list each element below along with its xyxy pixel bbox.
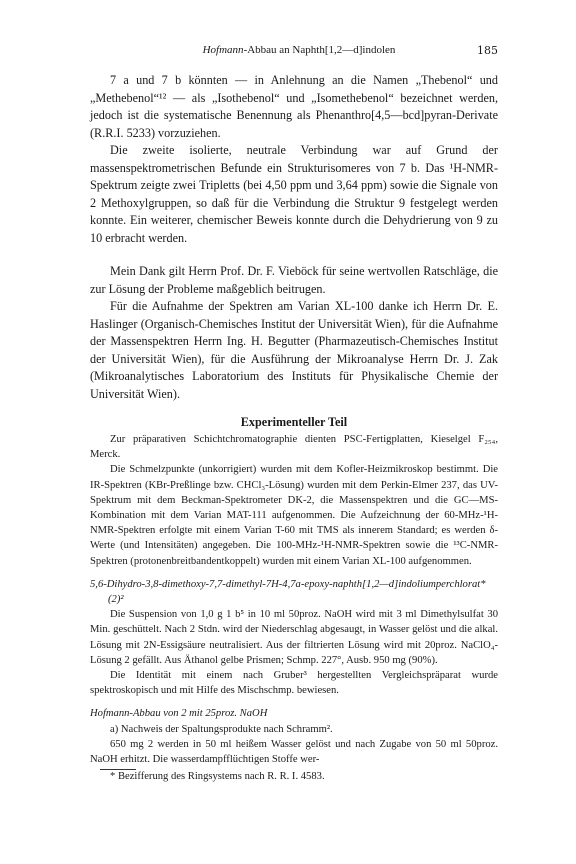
procedure-paragraph: 650 mg 2 werden in 50 ml heißem Wasser gelöst und nach Zugabe von 50 ml 50proz. NaOH erhitzt. Die wasserdampfflüchtigen Stoffe wer- (90, 738, 498, 766)
procedure-paragraph: Die Identität mit einem nach Gruber³ hergestellten Vergleichspräparat wurde spektroskopisch und mit Hilfe des Mischschmp. bewiesen. (90, 670, 498, 697)
paragraph: 7 a und 7 b könnten — in Anlehnung an die Namen „Thebenol“ und „Methebenol“¹² — als „Isothebenol“ und „Isomethebenol“ bezeichnet werden, jedoch ist die systematische Benennung als Phenanthro[4,5—bcd]pyran-Derivate (R.R.I. 5233) vorzuziehen. (90, 73, 498, 140)
compound-heading: 5,6-Dihydro-3,8-dimethoxy-7,7-dimethyl-7H-4,7a-epoxy-naphth[1,2—d]indoliumperchlorat* (2)² (90, 578, 486, 606)
experimental-paragraph: Die Schmelzpunkte (unkorrigiert) wurden mit dem Kofler-Heizmikroskop bestimmt. Die IR-Spektren (KBr-Preßlinge bzw. CHCl₃-Lösung) wurden mit dem Perkin-Elmer 237, das UV-Spektrum mit dem Beckman-Spektrometer DK-2, die Massenspektren und die GC—MS-Kombination mit dem Varian MAT-111 aufgenommen. Die Aufzeichnung der 60-MHz-¹H-NMR-Spektren erfolgte mit einem Varian T-60 mit TMS als innerem Standard; es werden δ-Werte (und Intensitäten) angegeben. Die 100-MHz-¹H-NMR-Spektren sowie die ¹³C-NMR-Spektren (protonenbreitbandentkoppelt) wurden mit einem Varian XL-100 aufgenommen. (90, 464, 498, 567)
running-title (100, 44, 498, 56)
running-title-italic: Hofmann (202, 44, 244, 56)
page-body (90, 72, 498, 784)
hofmann-heading: Hofmann-Abbau von 2 mit 25proz. NaOH (90, 708, 268, 720)
acknowledgement-paragraph: Für die Aufnahme der Spektren am Varian XL-100 danke ich Herrn Dr. E. Haslinger (Organisch-Chemisches Institut der Universität Wien), für die Aufnahme der Massenspektren Herrn Ing. H. Begutter (Pharmazeutisch-Chemisches Institut der Universität Wien), für die Ausführung der Mikroanalyse Herrn Dr. J. Zak (Mikroanalytisches Laboratorium des Instituts für Physikalische Chemie der Universität Wien). (90, 299, 498, 401)
page-number: 185 (477, 44, 498, 57)
footnote: * Bezifferung des Ringsystems nach R. R. I. 4583. (110, 771, 325, 783)
procedure-paragraph: a) Nachweis der Spaltungsprodukte nach Schramm². (110, 723, 333, 735)
paragraph: Die zweite isolierte, neutrale Verbindung war auf Grund der massenspektrometrischen Befunde ein Strukturisomeres von 7 b. Das ¹H-NMR-Spektrum zeigte zwei Tripletts (bei 4,50 ppm und 3,64 ppm) sowie die Signale von 2 Methoxylgruppen, so daß für die Verbindung die Struktur 9 festgelegt werden konnte. Ein weiterer, chemischer Beweis konnte durch die Dehydrierung von 9 zu 10 erbracht werden. (90, 143, 498, 245)
procedure-paragraph: Die Suspension von 1,0 g 1 b⁵ in 10 ml 50proz. NaOH wird mit 3 ml Dimethylsulfat 30 Min. geschüttelt. Nach 2 Stdn. wird der Niederschlag abgesaugt, in Wasser gelöst und die alkal. Lösung mit 2N-Essigsäure neutralisiert. Aus der filtrierten Lösung wird mit 20proz. NaClO₄-Lösung 2 gefällt. Aus Äthanol gelbe Prismen; Schmp. 227°, Ausb. 950 mg (90%). (90, 609, 498, 666)
experimental-paragraph: Zur präparativen Schichtchromatographie dienten PSC-Fertigplatten, Kieselgel F₂₅₄, Merck. (90, 434, 498, 461)
running-title-rest: -Abbau an Naphth[1,2—d]indolen (243, 44, 396, 56)
acknowledgement-paragraph: Mein Dank gilt Herrn Prof. Dr. F. Vieböck für seine wertvollen Ratschläge, die zur Lösung der Probleme maßgeblich beitrugen. (90, 264, 498, 296)
section-title: Experimenteller Teil (240, 415, 348, 429)
